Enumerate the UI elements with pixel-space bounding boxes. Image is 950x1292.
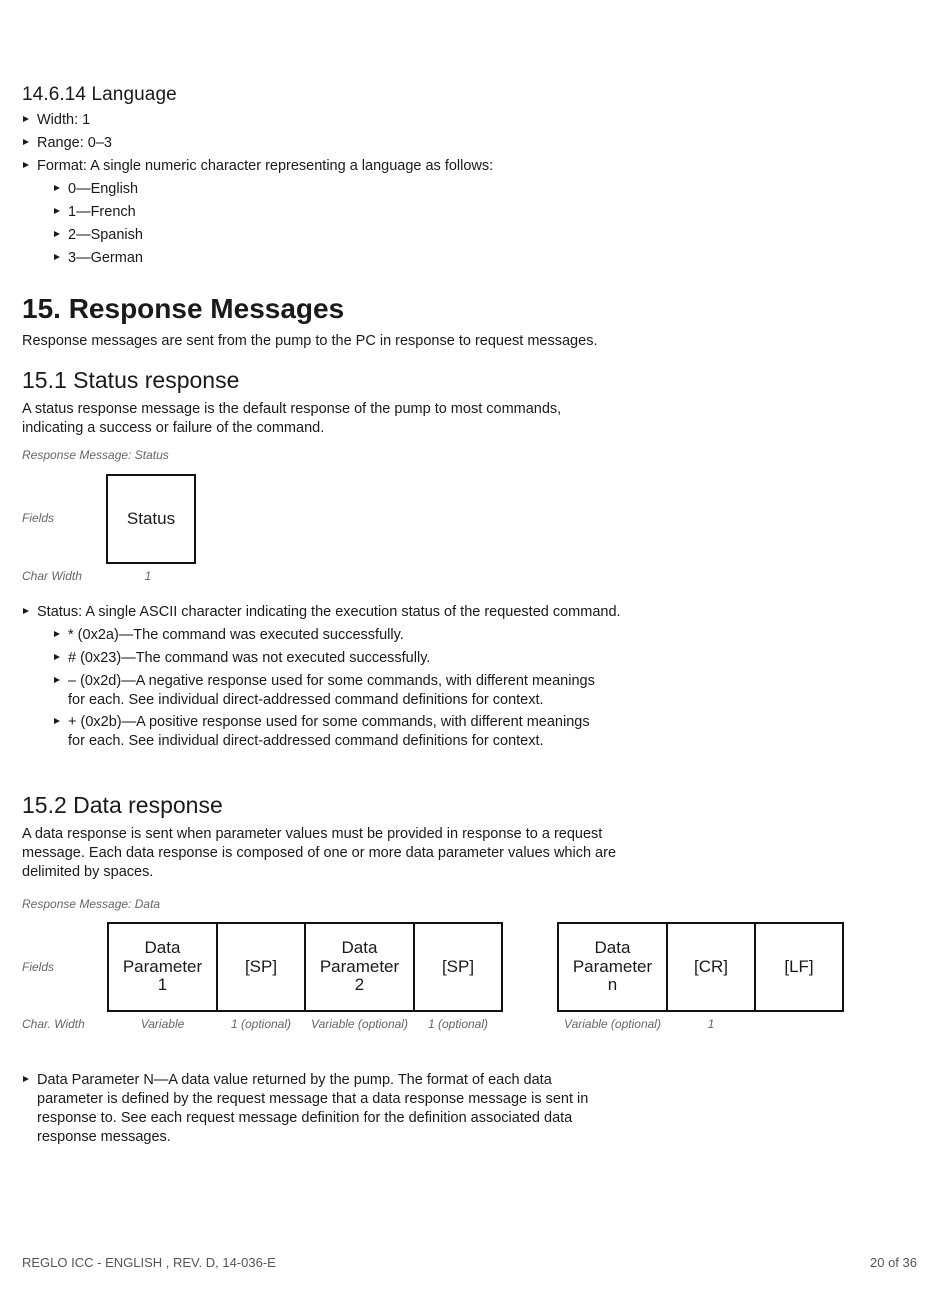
list-item-continuation <box>53 691 642 713</box>
status-paragraph-line: indicating a success or failure of the command. <box>22 420 325 436</box>
chapter-title: 15. Response Messages <box>22 293 345 324</box>
status-paragraph-line: A status response message is the default response of the pump to most commands, <box>22 401 562 417</box>
section-heading-language: 14.6.14 Language <box>22 84 177 105</box>
list-item: # (0x23)—The command was not executed successfully. <box>53 649 642 672</box>
list-item: Data Parameter N—A data value returned by the pump. The format of each data <box>22 1071 642 1090</box>
list-item: – (0x2d)—A negative response used for some commands, with different meanings <box>53 672 642 691</box>
field-box-space: [SP] <box>216 922 306 1012</box>
list-item: Range: 0–3 <box>22 134 642 157</box>
data-paragraph-line: message. Each data response is composed of one or more data parameter values which are <box>22 845 617 861</box>
list-item-continuation <box>22 1109 642 1128</box>
field-box-carriage-return: [CR] <box>666 922 756 1012</box>
continuation-text: parameter is defined by the request message that a data response message is sent in <box>37 1091 589 1107</box>
list-item: Width: 1 <box>22 111 642 134</box>
data-diagram-caption: Response Message: Data <box>22 897 161 911</box>
field-width-value: 1 <box>707 1017 715 1031</box>
list-item: + (0x2b)—A positive response used for some commands, with different meanings <box>53 713 642 732</box>
list-item-continuation <box>22 1128 642 1147</box>
field-box-line-feed: [LF] <box>754 922 844 1012</box>
continuation-text: for each. See individual direct-addressed command definitions for context. <box>68 733 544 749</box>
data-char-width-label: Char. Width <box>22 1017 85 1031</box>
field-box-data-parameter-2: Data Parameter 2 <box>304 922 415 1012</box>
field-box-space: [SP] <box>413 922 503 1012</box>
status-field-box: Status <box>106 474 196 564</box>
status-fields-label: Fields <box>22 511 55 525</box>
footer-document-id: REGLO ICC - ENGLISH , REV. D, 14-036-E <box>22 1255 276 1270</box>
field-width-value: Variable <box>140 1017 185 1031</box>
continuation-text: response messages. <box>37 1129 171 1145</box>
section-title-status-response: 15.1 Status response <box>22 367 240 393</box>
continuation-text: response to. See each request message definition for the definition associated data <box>37 1110 573 1126</box>
status-diagram-caption: Response Message: Status <box>22 448 169 462</box>
status-char-width-label: Char Width <box>22 569 82 583</box>
field-box-data-parameter-n: Data Parameter n <box>557 922 668 1012</box>
list-item: 3—German <box>53 249 642 272</box>
continuation-text: for each. See individual direct-addressed command definitions for context. <box>68 692 544 708</box>
field-width-value: 1 (optional) <box>230 1017 292 1031</box>
language-bullet-list <box>22 111 642 272</box>
footer-page-number: 20 of 36 <box>870 1255 917 1270</box>
chapter-intro: Response messages are sent from the pump to the PC in response to request messages. <box>22 333 598 349</box>
status-char-width-value: 1 <box>144 569 152 583</box>
field-width-value: 1 (optional) <box>427 1017 489 1031</box>
data-paragraph-line: delimited by spaces. <box>22 864 154 880</box>
data-paragraph-line: A data response is sent when parameter values must be provided in response to a request <box>22 826 603 842</box>
list-item-continuation <box>53 732 642 751</box>
list-item: 2—Spanish <box>53 226 642 249</box>
list-item: 1—French <box>53 203 642 226</box>
list-item-continuation <box>22 1090 642 1109</box>
field-width-value: Variable (optional) <box>311 1017 408 1031</box>
status-bullet-list <box>22 603 642 751</box>
list-item: Status: A single ASCII character indicating the execution status of the requested command. <box>22 603 642 626</box>
data-bullet-list <box>22 1071 642 1147</box>
list-item: 0—English <box>53 180 642 203</box>
section-title-data-response: 15.2 Data response <box>22 792 223 818</box>
list-item: * (0x2a)—The command was executed successfully. <box>53 626 642 649</box>
list-item: Format: A single numeric character representing a language as follows: <box>22 157 642 180</box>
field-box-data-parameter-1: Data Parameter 1 <box>107 922 218 1012</box>
field-width-value: Variable (optional) <box>564 1017 661 1031</box>
data-fields-label: Fields <box>22 960 55 974</box>
